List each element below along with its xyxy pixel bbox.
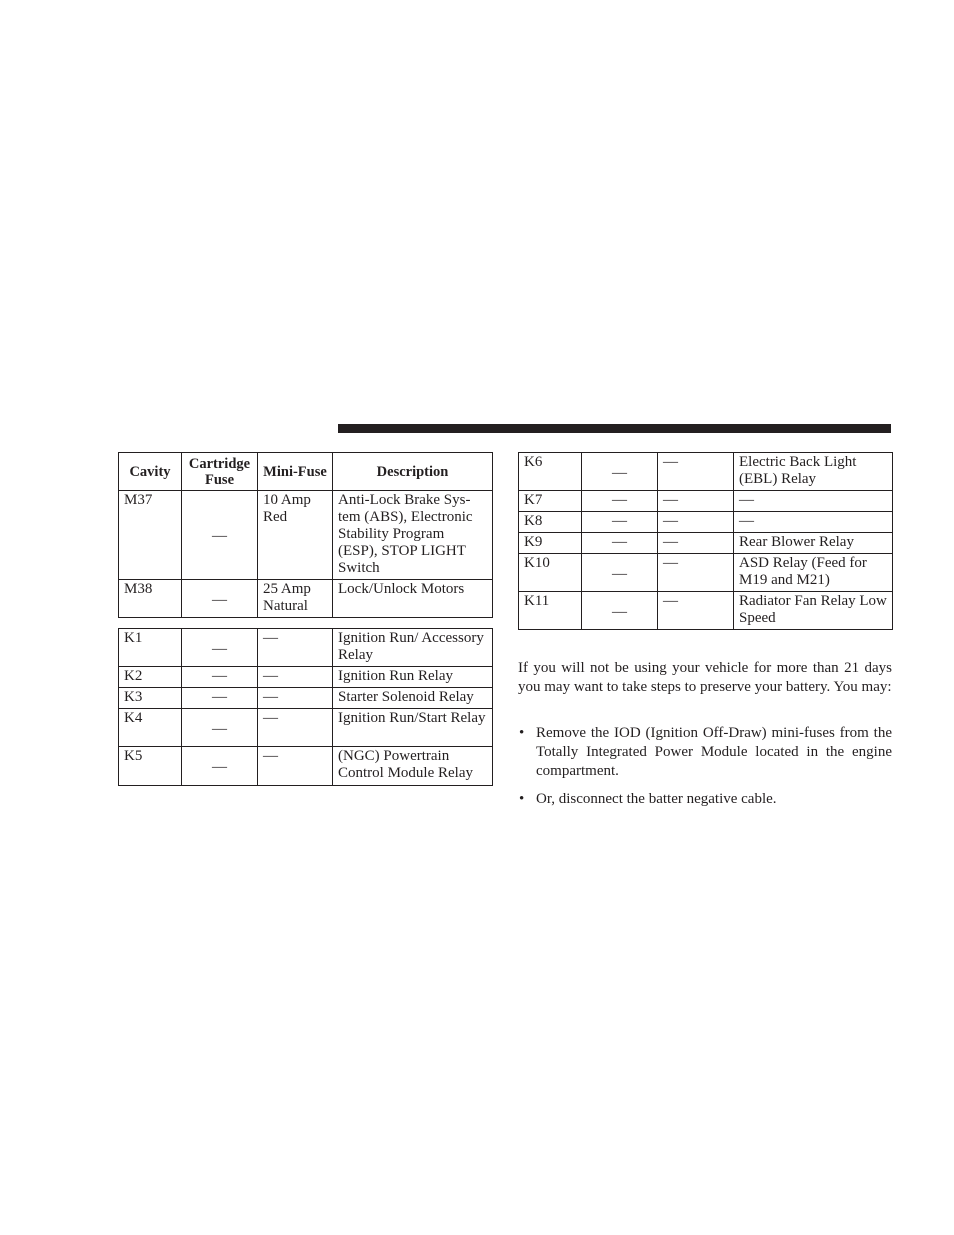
cell-description: Electric Back Light (EBL) Relay [734,453,893,491]
cell-description: — [734,512,893,533]
cell-cartridge: — [182,747,258,786]
cell-mini: — [258,688,333,709]
cell-cartridge: — [582,533,658,554]
battery-steps-list [518,724,892,818]
cell-mini: — [658,554,734,592]
cell-cartridge: — [582,554,658,592]
cell-description: Anti-Lock Brake Sys-tem (ABS), Electronic Stability Program (ESP), STOP LIGHT Switch [333,491,493,580]
battery-storage-paragraph: If you will not be using your vehicle for more than 21 days you may want to take steps to preserve your battery. You may: [518,660,892,695]
cell-mini: — [658,592,734,630]
list-item [518,724,892,781]
cell-cavity: M37 [119,491,182,580]
table-row [119,667,493,688]
cell-cavity: K9 [519,533,582,554]
cell-cavity: K5 [119,747,182,786]
cell-mini: — [258,747,333,786]
cell-cartridge: — [182,491,258,580]
table-row [519,592,893,630]
cell-cartridge: — [182,580,258,618]
cell-cavity: K11 [519,592,582,630]
section-rule [338,424,891,433]
cell-mini: — [258,667,333,688]
cell-mini: 10 Amp Red [258,491,333,580]
cell-cartridge: — [182,688,258,709]
fuse-table-top [118,452,493,618]
bullet-icon: • [519,791,525,807]
cell-cavity: K6 [519,453,582,491]
cell-mini: — [658,453,734,491]
cell-description: (NGC) Powertrain Control Module Relay [333,747,493,786]
list-item-text: Remove the IOD (Ignition Off-Draw) mini-fuses from the Totally Integrated Power Module located in the engine compartment. [536,725,892,779]
header-cavity: Cavity [119,453,182,491]
list-item-text: Or, disconnect the batter negative cable. [536,791,777,807]
cell-cavity: K2 [119,667,182,688]
cell-cartridge: — [182,667,258,688]
header-mini-fuse: Mini-Fuse [258,453,333,491]
relay-table-left [118,628,493,786]
cell-cavity: M38 [119,580,182,618]
cell-description: ASD Relay (Feed for M19 and M21) [734,554,893,592]
cell-cartridge: — [582,592,658,630]
bullet-icon: • [519,725,525,741]
cell-cartridge: — [182,709,258,747]
cell-cavity: K4 [119,709,182,747]
cell-description: Radiator Fan Relay Low Speed [734,592,893,630]
table-row [119,491,493,580]
cell-cavity: K1 [119,629,182,667]
header-description: Description [333,453,493,491]
cell-mini: — [658,512,734,533]
cell-description: Ignition Run/ Accessory Relay [333,629,493,667]
cell-description: Lock/Unlock Motors [333,580,493,618]
cell-cavity: K3 [119,688,182,709]
cell-cavity: K8 [519,512,582,533]
cell-description: — [734,491,893,512]
cell-cavity: K10 [519,554,582,592]
table-row [119,629,493,667]
table-row [519,453,893,491]
cell-description: Ignition Run Relay [333,667,493,688]
table-row [519,512,893,533]
cell-description: Rear Blower Relay [734,533,893,554]
relay-table-right [518,452,893,630]
table-row [119,747,493,786]
cell-description: Ignition Run/Start Relay [333,709,493,747]
cell-mini: — [658,491,734,512]
table-row [519,491,893,512]
cell-cartridge: — [182,629,258,667]
header-cartridge-fuse: Cartridge Fuse [182,453,258,491]
list-item [518,790,892,809]
cell-cartridge: — [582,491,658,512]
table-row [119,580,493,618]
cell-cavity: K7 [519,491,582,512]
cell-mini: — [658,533,734,554]
table-row [119,709,493,747]
table-row [119,688,493,709]
cell-cartridge: — [582,512,658,533]
cell-mini: — [258,629,333,667]
cell-description: Starter Solenoid Relay [333,688,493,709]
table-row [519,533,893,554]
cell-mini: — [258,709,333,747]
table-row [519,554,893,592]
cell-cartridge: — [582,453,658,491]
cell-mini: 25 Amp Natural [258,580,333,618]
